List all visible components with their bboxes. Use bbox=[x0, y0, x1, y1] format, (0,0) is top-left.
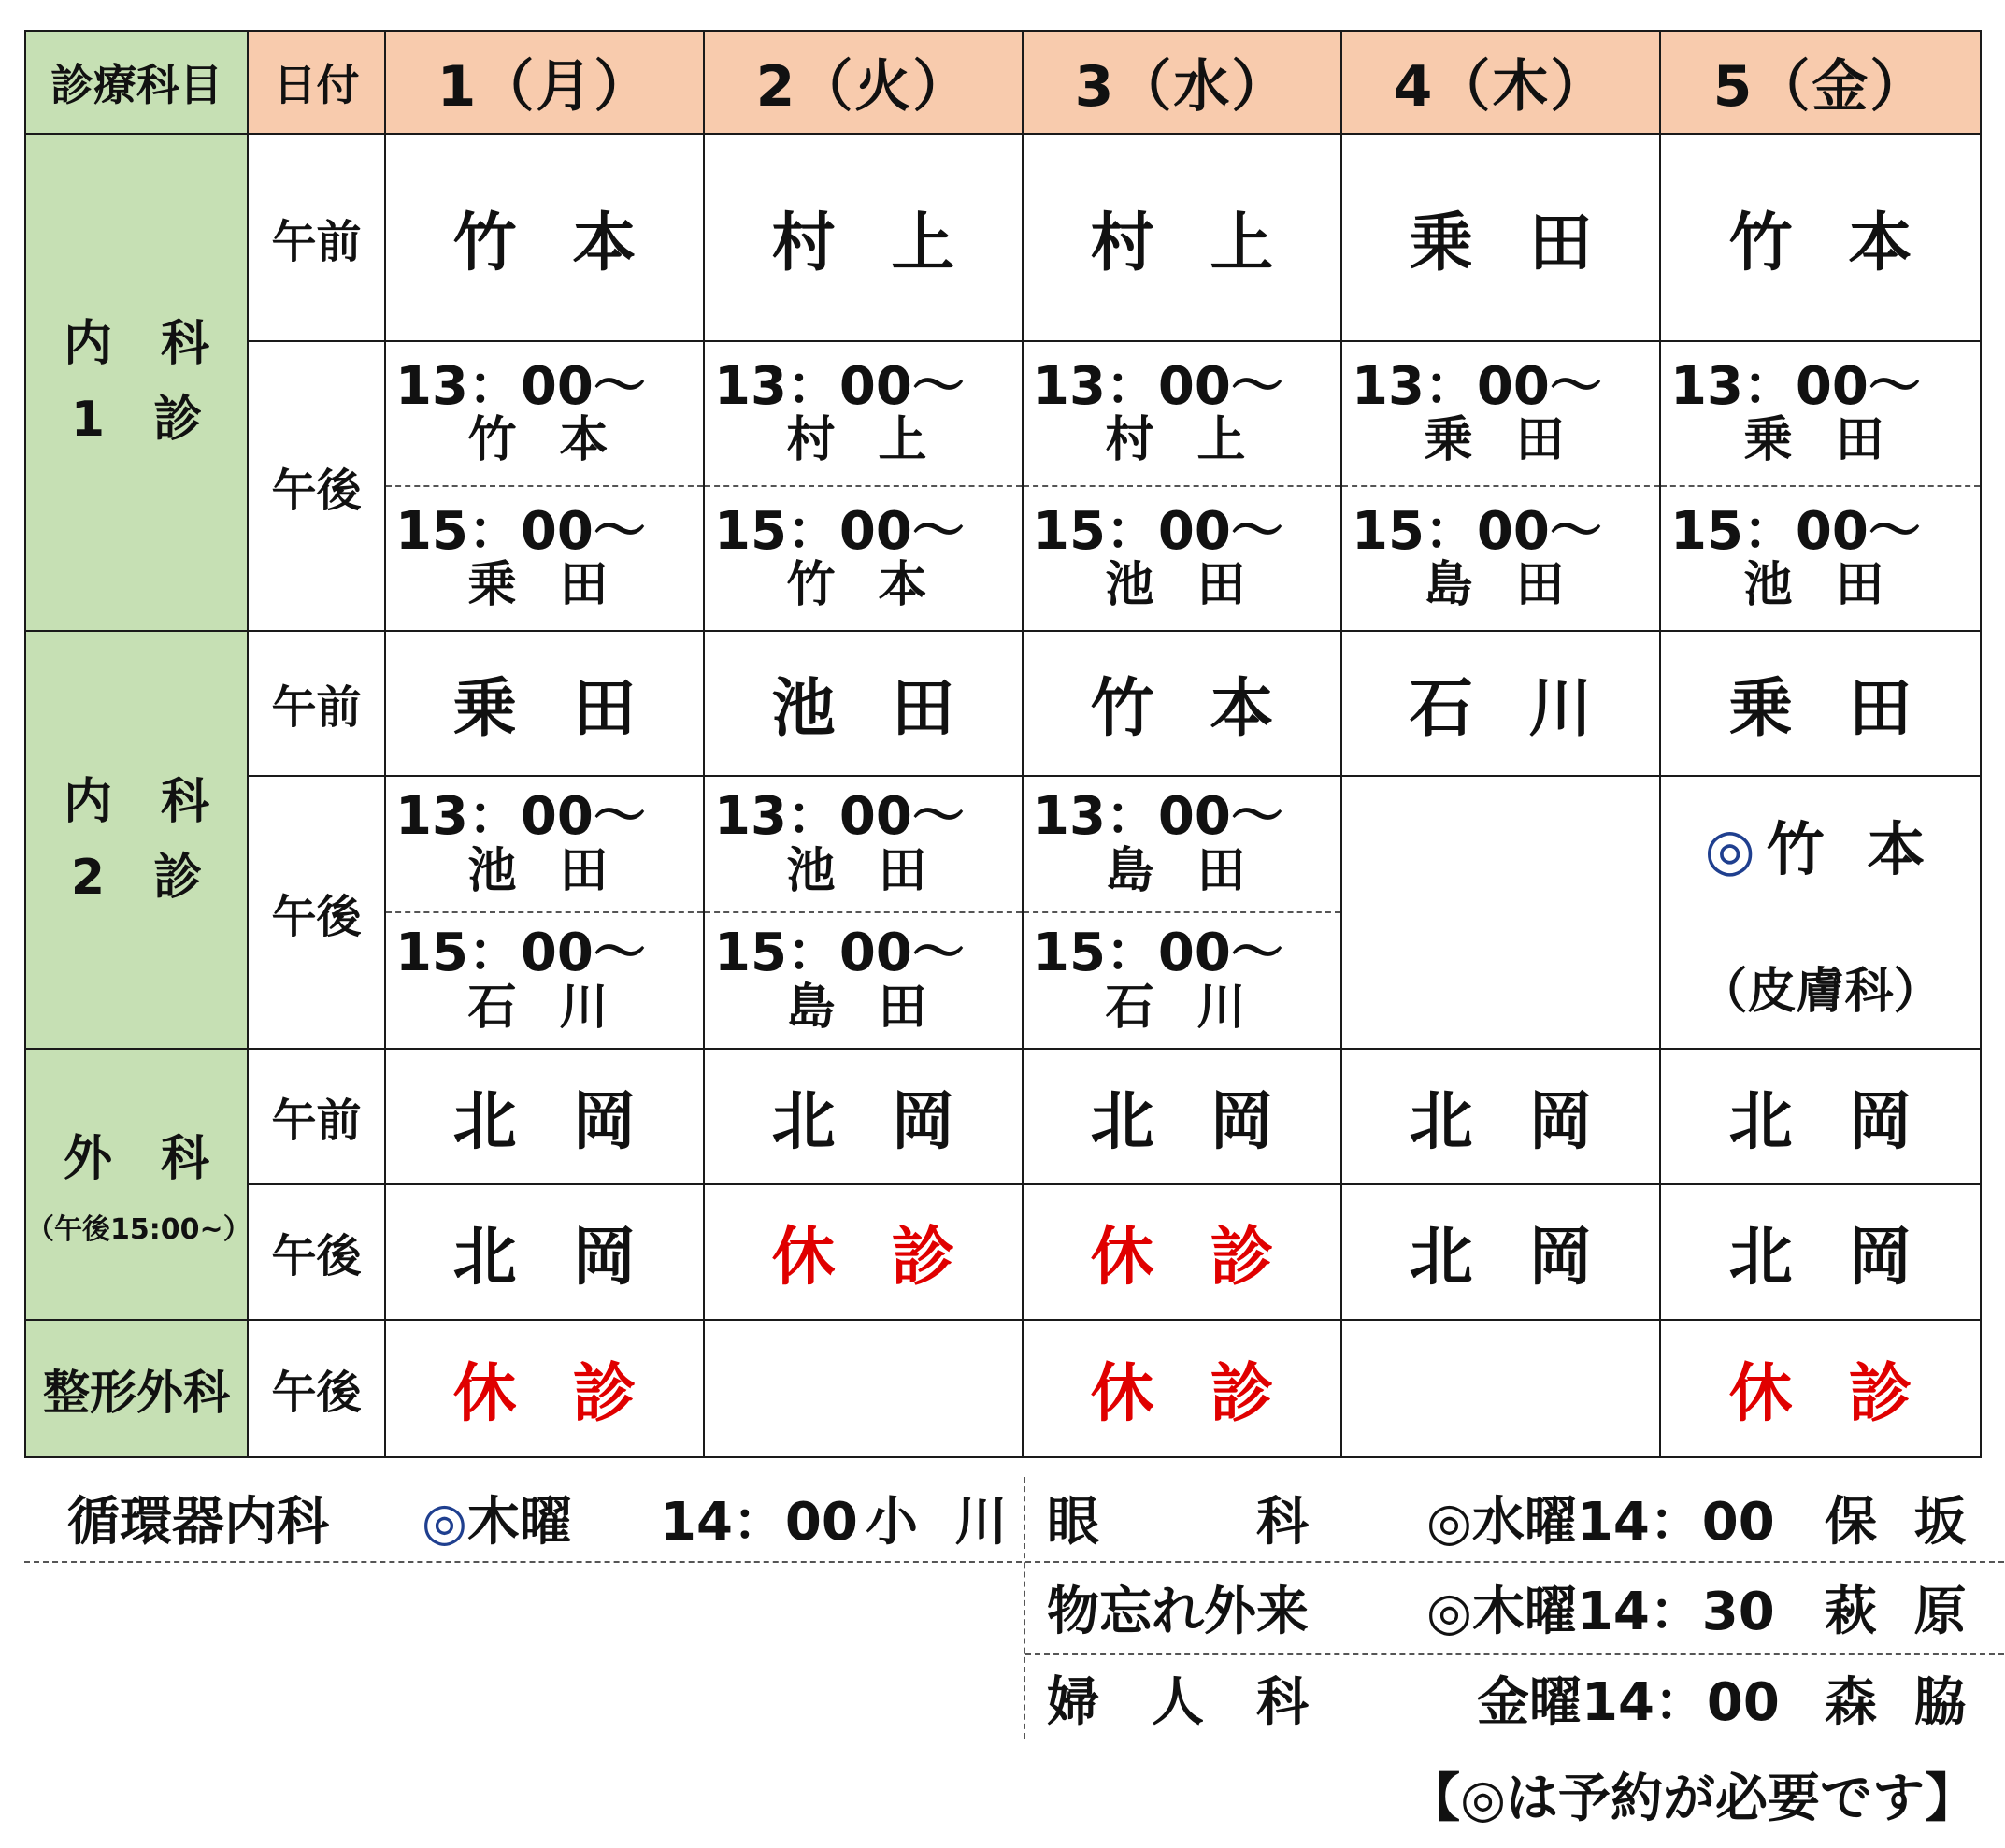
cardio-doctor: 小 川 bbox=[866, 1492, 1017, 1553]
naika1-pm-mon bbox=[385, 341, 704, 631]
slot-time: 15：00～ bbox=[395, 500, 646, 562]
pm-label: 午後 bbox=[248, 1320, 385, 1457]
naika2-pm-tue bbox=[704, 776, 1023, 1049]
naika2-am-thu: 石 川 bbox=[1341, 631, 1660, 776]
seikei-pm-wed: 休 診 bbox=[1023, 1320, 1341, 1457]
dept-naika1-line2: 1 診 bbox=[70, 392, 203, 448]
reservation-footnote: 【◎は予約が必要です】 bbox=[1408, 1769, 1977, 1829]
gyn-doctor: 森 脇 bbox=[1825, 1672, 1976, 1733]
slot-time: 13：00～ bbox=[395, 355, 646, 417]
slot-doctor: 村 上 bbox=[1105, 412, 1259, 469]
naika1-am-row bbox=[25, 134, 1981, 341]
slot-time: 13：00～ bbox=[714, 786, 965, 847]
naika1-am-wed: 村 上 bbox=[1023, 134, 1341, 341]
geka-pm-tue: 休 診 bbox=[704, 1184, 1023, 1320]
skin-doctor-name: 竹 本 bbox=[1766, 815, 1937, 883]
slot-doctor: 池 田 bbox=[786, 842, 940, 899]
geka-am-wed: 北 岡 bbox=[1023, 1049, 1341, 1184]
gyn-dept: 婦 人 科 bbox=[1047, 1672, 1309, 1733]
divider-row2 bbox=[1025, 1653, 2004, 1655]
reservation-mark: ◎ bbox=[1704, 815, 1767, 883]
dept-geka bbox=[25, 1049, 251, 1320]
geka-pm-mon: 北 岡 bbox=[385, 1184, 704, 1320]
dept-naika1-line1: 内 科 bbox=[63, 316, 209, 373]
slot-doctor: 竹 本 bbox=[467, 412, 622, 469]
slot-doctor: 乗 田 bbox=[467, 557, 622, 614]
divider-vertical bbox=[1024, 1477, 1025, 1739]
naika2-am-mon: 乗 田 bbox=[385, 631, 704, 776]
naika2-am-row bbox=[25, 631, 1981, 776]
naika1-pm-thu bbox=[1341, 341, 1660, 631]
geka-pm-thu: 北 岡 bbox=[1341, 1184, 1660, 1320]
memory-dept: 物忘れ外来 bbox=[1047, 1582, 1309, 1642]
seikei-pm-mon: 休 診 bbox=[385, 1320, 704, 1457]
day-header-tue: 2（火） bbox=[704, 31, 1023, 134]
slot-time: 15：00～ bbox=[1033, 500, 1283, 562]
slot-time: 15：00～ bbox=[714, 500, 965, 562]
geka-am-mon: 北 岡 bbox=[385, 1049, 704, 1184]
divider-row1 bbox=[24, 1561, 2004, 1563]
am-label: 午前 bbox=[248, 631, 385, 776]
header-row bbox=[25, 31, 1981, 134]
naika2-pm-wed bbox=[1023, 776, 1341, 1049]
skin-note: （皮膚科） bbox=[1698, 964, 1942, 1020]
naika1-pm-fri bbox=[1660, 341, 1981, 631]
eye-doctor: 保 坂 bbox=[1825, 1492, 1976, 1553]
naika1-pm-row bbox=[25, 341, 1981, 631]
naika2-am-tue: 池 田 bbox=[704, 631, 1023, 776]
pm-label: 午後 bbox=[248, 1184, 385, 1320]
naika2-pm-thu bbox=[1341, 776, 1660, 1049]
slot-doctor: 村 上 bbox=[786, 412, 940, 469]
naika2-am-wed: 竹 本 bbox=[1023, 631, 1341, 776]
naika1-am-thu: 乗 田 bbox=[1341, 134, 1660, 341]
seikei-pm-row bbox=[25, 1320, 1981, 1457]
slot-time: 13：00～ bbox=[1352, 355, 1602, 417]
seikei-pm-tue bbox=[704, 1320, 1023, 1457]
cardio-time: 14：00 bbox=[660, 1492, 858, 1553]
slot-doctor: 乗 田 bbox=[1424, 412, 1578, 469]
slot-time: 15：00～ bbox=[1352, 500, 1602, 562]
dept-naika2-line2: 2 診 bbox=[70, 849, 203, 906]
geka-am-fri: 北 岡 bbox=[1660, 1049, 1981, 1184]
slot-doctor: 島 田 bbox=[786, 979, 940, 1036]
naika2-pm-mon bbox=[385, 776, 704, 1049]
dept-header: 診療科目 bbox=[25, 31, 248, 134]
dept-geka-name: 外 科 bbox=[63, 1130, 209, 1187]
naika1-am-tue: 村 上 bbox=[704, 134, 1023, 341]
geka-pm-row bbox=[25, 1184, 1981, 1320]
seikei-pm-thu bbox=[1341, 1320, 1660, 1457]
day-header-thu: 4（木） bbox=[1341, 31, 1660, 134]
dept-naika2 bbox=[25, 631, 248, 1049]
geka-pm-wed: 休 診 bbox=[1023, 1184, 1341, 1320]
slot-time: 13：00～ bbox=[395, 786, 646, 847]
slot-time: 13：00～ bbox=[1033, 786, 1283, 847]
skin-doctor bbox=[1661, 803, 1980, 886]
cardio-day bbox=[422, 1481, 572, 1555]
geka-am-row bbox=[25, 1049, 1981, 1184]
memory-doctor: 萩 原 bbox=[1825, 1582, 1976, 1642]
slot-time: 13：00～ bbox=[1670, 355, 1921, 417]
gyn-day: 金曜14：00 bbox=[1477, 1672, 1780, 1733]
reservation-mark: ◎ bbox=[422, 1492, 467, 1553]
am-label: 午前 bbox=[248, 1049, 385, 1184]
geka-pm-fri: 北 岡 bbox=[1660, 1184, 1981, 1320]
day-header-wed: 3（水） bbox=[1023, 31, 1341, 134]
day-header-fri: 5（金） bbox=[1660, 31, 1981, 134]
naika1-am-mon: 竹 本 bbox=[385, 134, 704, 341]
naika1-pm-wed bbox=[1023, 341, 1341, 631]
naika1-pm-tue bbox=[704, 341, 1023, 631]
naika1-am-fri: 竹 本 bbox=[1660, 134, 1981, 341]
naika2-pm-row bbox=[25, 776, 1981, 1049]
eye-dept: 眼 科 bbox=[1047, 1492, 1309, 1553]
geka-am-thu: 北 岡 bbox=[1341, 1049, 1660, 1184]
date-header: 日付 bbox=[248, 31, 385, 134]
schedule-table bbox=[24, 30, 1982, 1458]
slot-doctor: 池 田 bbox=[1105, 557, 1259, 614]
memory-day: ◎木曜14：30 bbox=[1426, 1582, 1775, 1642]
slot-time: 15：00～ bbox=[1670, 500, 1921, 562]
naika2-am-fri: 乗 田 bbox=[1660, 631, 1981, 776]
slot-time: 13：00～ bbox=[1033, 355, 1283, 417]
slot-doctor: 池 田 bbox=[467, 842, 622, 899]
slot-time: 13：00～ bbox=[714, 355, 965, 417]
slot-doctor: 乗 田 bbox=[1743, 412, 1898, 469]
slot-doctor: 石 川 bbox=[467, 979, 622, 1036]
day-header-mon: 1（月） bbox=[385, 31, 704, 134]
pm-label: 午後 bbox=[248, 776, 385, 1049]
pm-label: 午後 bbox=[248, 341, 385, 631]
slot-doctor: 池 田 bbox=[1743, 557, 1898, 614]
am-label: 午前 bbox=[248, 134, 385, 341]
dept-naika1 bbox=[25, 134, 248, 631]
eye-day: ◎水曜14：00 bbox=[1426, 1492, 1775, 1553]
dept-seikei: 整形外科 bbox=[25, 1320, 248, 1457]
seikei-pm-fri: 休 診 bbox=[1660, 1320, 1981, 1457]
slot-doctor: 石 川 bbox=[1105, 979, 1259, 1036]
cardio-dept: 循環器内科 bbox=[67, 1492, 329, 1553]
dept-naika2-line1: 内 科 bbox=[63, 773, 209, 830]
dept-geka-note: （午後15:00~） bbox=[26, 1213, 251, 1247]
slot-doctor: 島 田 bbox=[1424, 557, 1578, 614]
cardio-day-text: 木曜 bbox=[466, 1492, 572, 1553]
slot-time: 15：00～ bbox=[714, 923, 965, 983]
naika2-pm-fri bbox=[1660, 776, 1981, 1049]
extra-clinics bbox=[24, 1469, 2005, 1750]
slot-doctor: 竹 本 bbox=[786, 557, 940, 614]
slot-time: 15：00～ bbox=[1033, 923, 1283, 983]
slot-doctor: 島 田 bbox=[1105, 842, 1259, 899]
slot-time: 15：00～ bbox=[395, 923, 646, 983]
geka-am-tue: 北 岡 bbox=[704, 1049, 1023, 1184]
